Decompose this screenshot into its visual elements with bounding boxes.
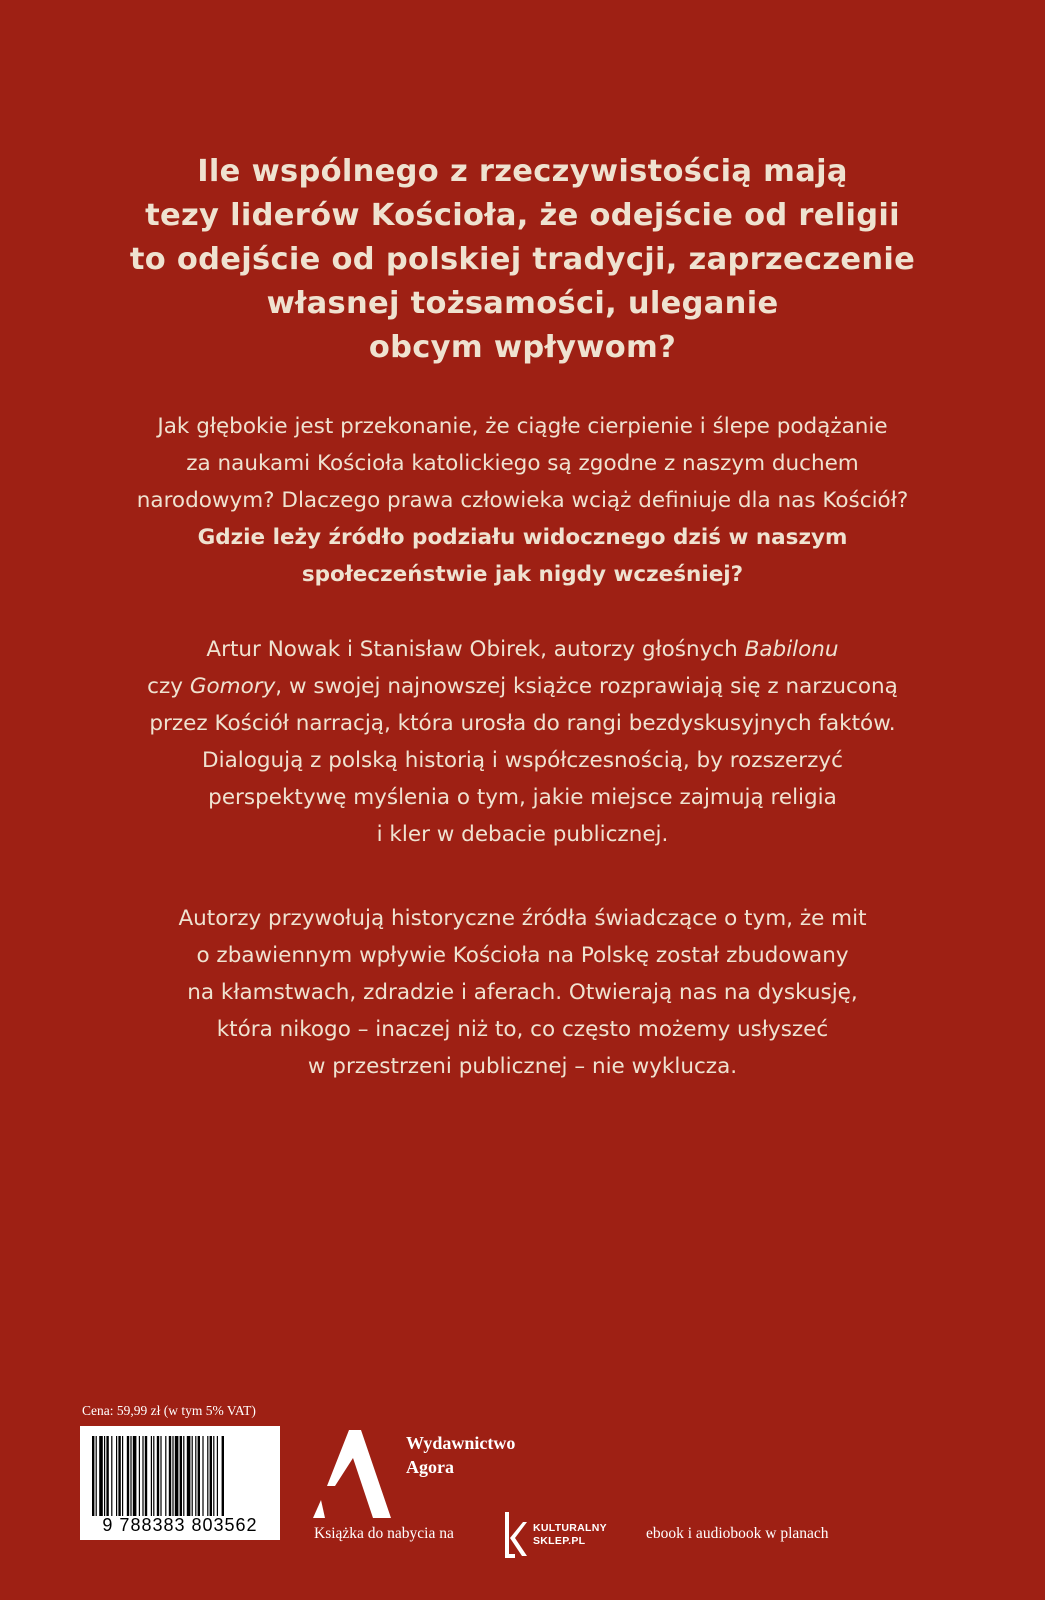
barcode-bar	[153, 1436, 154, 1516]
barcode-bar	[96, 1436, 97, 1516]
headline-line: tezy liderów Kościoła, że odejście od religii	[145, 198, 900, 233]
barcode-bar	[210, 1436, 212, 1516]
paragraph-line: perspektywę myślenia o tym, jakie miejsce zajmują religia	[208, 785, 837, 810]
barcode-bars-icon	[92, 1436, 268, 1516]
barcode-bar	[127, 1436, 129, 1516]
publisher-name	[406, 1431, 515, 1479]
barcode-bar	[106, 1436, 108, 1516]
barcode	[80, 1426, 280, 1540]
barcode-bar	[160, 1436, 161, 1516]
barcode-bar	[175, 1436, 179, 1516]
barcode-bar	[207, 1436, 208, 1516]
barcode-bar	[187, 1436, 191, 1516]
isbn-number: 9 788383 803562	[102, 1515, 258, 1535]
text-run: Artur Nowak i Stanisław Obirek, autorzy głośnych	[206, 637, 745, 662]
price-label: Cena: 59,99 zł (w tym 5% VAT)	[82, 1403, 256, 1418]
paragraph-line: na kłamstwach, zdradzie i aferach. Otwierają nas na dyskusję,	[187, 980, 858, 1005]
headline	[60, 150, 985, 370]
barcode-bar	[139, 1436, 140, 1516]
book-title-gomory: Gomory	[189, 674, 276, 699]
barcode-bar	[192, 1436, 193, 1516]
barcode-bar	[222, 1436, 224, 1516]
store-name-line: SKLEP.PL	[533, 1535, 586, 1547]
paragraph-line	[40, 668, 1005, 705]
barcode-bar	[172, 1436, 173, 1516]
paragraph-line: Dialogują z polską historią i współczesnością, by rozszerzyć	[202, 748, 843, 773]
paragraph-line: narodowym? Dlaczego prawa człowieka wciąż definiuje dla nas Kościół?	[136, 488, 909, 513]
ebook-note: ebook i audiobook w planach	[646, 1525, 829, 1542]
barcode-bar	[198, 1436, 200, 1516]
paragraph-line: przez Kościół narracją, która urosła do rangi bezdyskusyjnych faktów.	[149, 711, 896, 736]
barcode-bar	[157, 1436, 159, 1516]
paragraph-line: o zbawiennym wpływie Kościoła na Polskę został zbudowany	[196, 943, 849, 968]
headline-line: własnej tożsamości, uleganie	[266, 286, 779, 321]
barcode-bar	[169, 1436, 171, 1516]
paragraph-intro	[40, 408, 1005, 593]
paragraph-line: która nikogo – inaczej niż to, co często możemy usłyszeć	[216, 1017, 829, 1042]
barcode-bar	[130, 1436, 131, 1516]
barcode-bar	[213, 1436, 214, 1516]
paragraph-sources	[40, 900, 1005, 1085]
text-run: czy	[147, 674, 190, 699]
barcode-bar	[165, 1436, 166, 1516]
barcode-bar	[92, 1436, 94, 1516]
headline-line: Ile wspólnego z rzeczywistością mają	[197, 154, 848, 189]
barcode-bar	[118, 1436, 120, 1516]
barcode-bar	[145, 1436, 147, 1516]
paragraph-line: w przestrzeni publicznej – nie wyklucza.	[307, 1054, 738, 1079]
barcode-bar	[104, 1436, 105, 1516]
barcode-bar	[99, 1436, 103, 1516]
paragraph-bold-line: Gdzie leży źródło podziału widocznego dziś w naszym	[197, 525, 848, 550]
barcode-bar	[111, 1436, 112, 1516]
kulturalny-sklep-logo-icon	[505, 1512, 527, 1558]
barcode-bar	[151, 1436, 152, 1516]
barcode-bar	[122, 1436, 123, 1516]
availability-text: Książka do nabycia na	[314, 1525, 454, 1542]
paragraph-line: i kler w debacie publicznej.	[376, 822, 669, 847]
store-name-line: KULTURALNY	[533, 1522, 607, 1534]
text-run: , w swojej najnowszej książce rozprawiają się z narzuconą	[275, 674, 898, 699]
barcode-bar	[142, 1436, 143, 1516]
barcode-bar	[217, 1436, 218, 1516]
barcode-bar	[133, 1436, 137, 1516]
barcode-bar	[183, 1436, 184, 1516]
store-name	[533, 1522, 607, 1548]
barcode-bar	[116, 1436, 117, 1516]
paragraph-line: Autorzy przywołują historyczne źródła świadczące o tym, że mit	[178, 906, 867, 931]
headline-line: to odejście od polskiej tradycji, zaprzeczenie	[129, 242, 916, 277]
paragraph-line: za naukami Kościoła katolickiego są zgodne z naszym duchem	[186, 451, 859, 476]
paragraph-line	[40, 631, 1005, 668]
barcode-bar	[180, 1436, 182, 1516]
paragraph-authors	[40, 631, 1005, 853]
agora-logo-icon	[313, 1428, 393, 1520]
paragraph-line: Jak głębokie jest przekonanie, że ciągłe cierpienie i ślepe podążanie	[157, 414, 888, 439]
paragraph-bold-line: społeczeństwie jak nigdy wcześniej?	[301, 562, 744, 587]
headline-line: obcym wpływom?	[368, 330, 677, 365]
book-title-babilonu: Babilonu	[744, 637, 839, 662]
barcode-bar	[202, 1436, 203, 1516]
publisher-name-line: Agora	[406, 1457, 454, 1477]
barcode-bar	[195, 1436, 196, 1516]
publisher-name-line: Wydawnictwo	[406, 1433, 516, 1453]
